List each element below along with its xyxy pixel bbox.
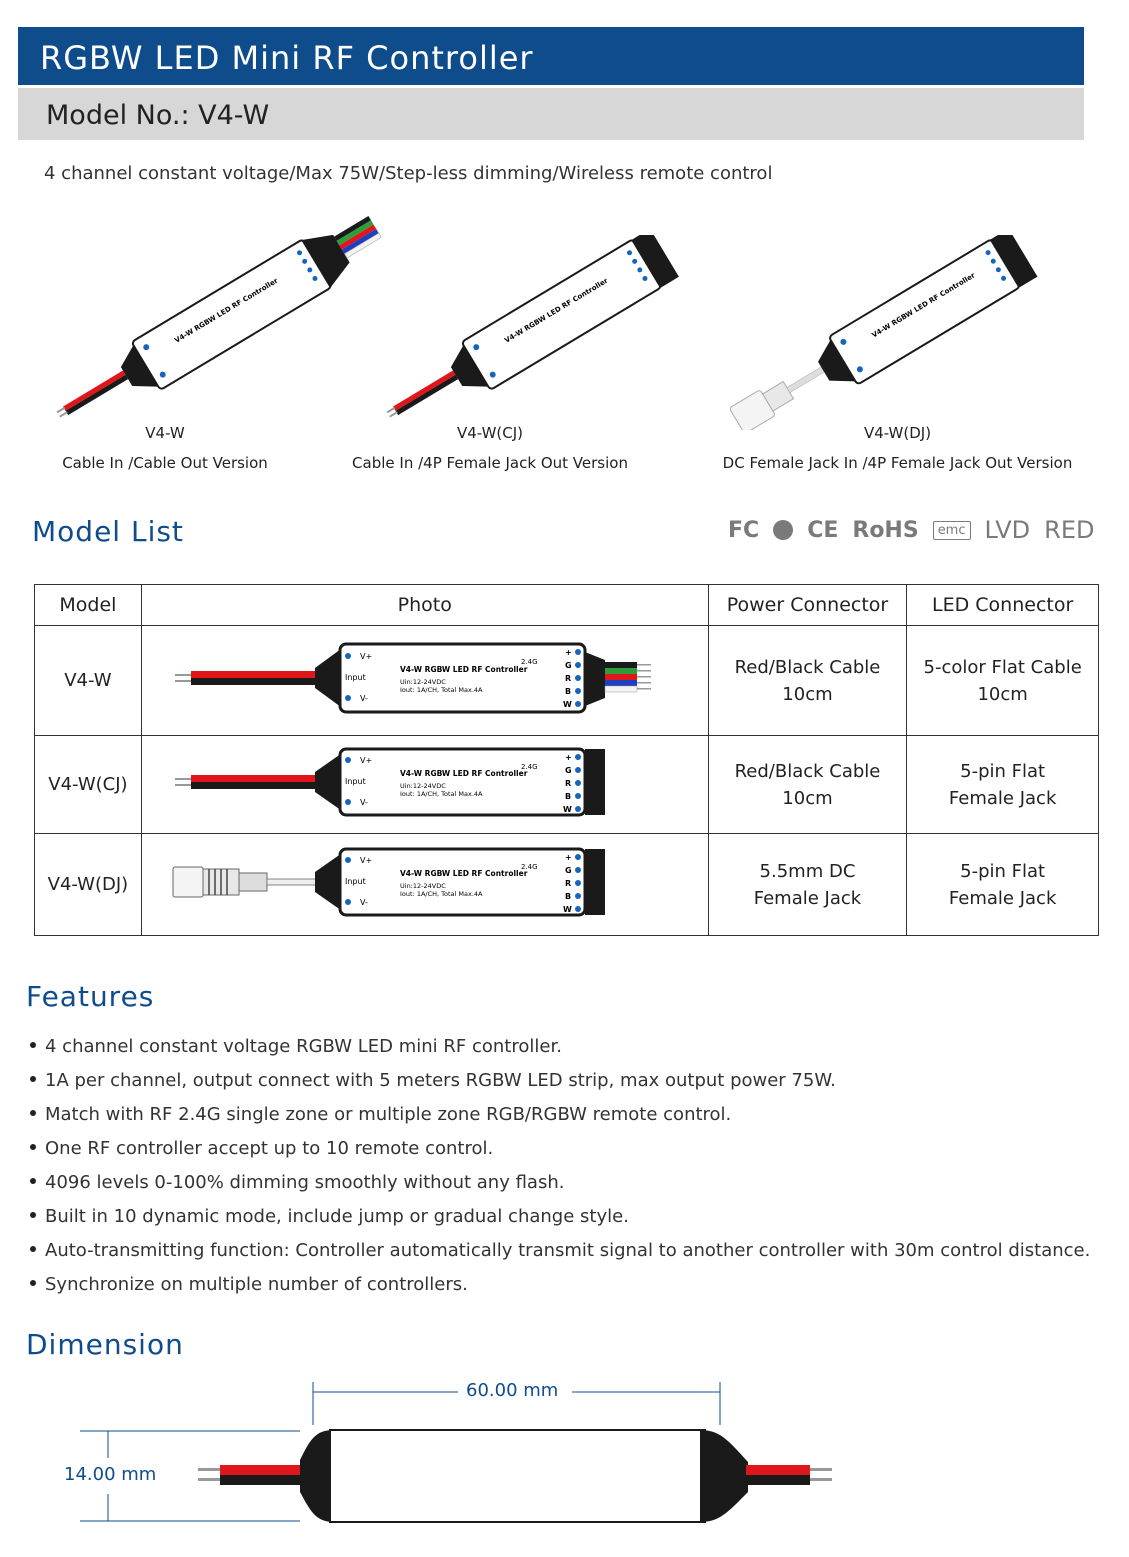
svg-text:V4-W RGBW LED RF Controller: V4-W RGBW LED RF Controller <box>173 276 280 345</box>
input-label: Input <box>344 777 366 786</box>
page-title: RGBW LED Mini RF Controller <box>40 39 534 77</box>
bullet-icon <box>30 1246 36 1252</box>
bullet-icon <box>30 1212 36 1218</box>
dimension-height-label: 14.00 mm <box>60 1464 160 1485</box>
pin-plus: + <box>564 648 572 657</box>
certification-logos <box>728 516 1094 544</box>
led-line-1: 5-pin Flat <box>960 860 1046 882</box>
dimension-drawing <box>0 1370 1129 1557</box>
photo-v4w-cj <box>165 745 685 819</box>
red-logo: RED <box>1044 516 1095 544</box>
device-name-label: V4-W RGBW LED RF Controller <box>399 665 528 674</box>
led-line-2: Female Jack <box>948 887 1057 909</box>
list-item <box>30 1271 1090 1305</box>
power-line-1: Red/Black Cable <box>734 656 881 678</box>
product-photo-v4w-dj <box>725 235 1045 430</box>
caption-v4w <box>30 418 300 478</box>
c-tick-logo <box>773 520 793 540</box>
pin-r: R <box>564 879 571 888</box>
cell-power <box>708 626 907 736</box>
pin-r: R <box>564 779 571 788</box>
caption-v4w-cj <box>340 418 640 478</box>
cell-power <box>708 834 907 936</box>
feature-text: 4096 levels 0-100% dimming smoothly without any flash. <box>45 1172 565 1193</box>
feature-text: Auto-transmitting function: Controller automatically transmit signal to another controller with 30m control distance. <box>45 1240 1091 1261</box>
pin-w: W <box>562 805 572 814</box>
ce-logo: CE <box>807 517 839 543</box>
list-item <box>30 1135 1090 1169</box>
vplus-label: V+ <box>359 652 372 661</box>
freq-label: 2.4G <box>520 863 538 871</box>
svg-text:V4-W RGBW LED RF Controller: V4-W RGBW LED RF Controller <box>503 276 610 345</box>
lvd-logo: LVD <box>984 516 1031 544</box>
power-line-2: Female Jack <box>753 887 862 909</box>
freq-label: 2.4G <box>520 763 538 771</box>
list-item <box>30 1203 1090 1237</box>
list-item <box>30 1033 1090 1067</box>
list-item <box>30 1169 1090 1203</box>
photo-v4w-dj <box>165 845 685 919</box>
table-row <box>35 736 1099 834</box>
vplus-label: V+ <box>359 756 372 765</box>
pin-w: W <box>562 905 572 914</box>
header-photo: Photo <box>141 585 708 626</box>
model-number: Model No.: V4-W <box>46 100 270 131</box>
power-line-2: 10cm <box>782 683 833 705</box>
uin-label: Uin:12-24VDC <box>399 882 446 890</box>
rohs-logo: RoHS <box>852 517 919 543</box>
feature-text: Built in 10 dynamic mode, include jump or gradual change style. <box>45 1206 629 1227</box>
vminus-label: V- <box>359 694 368 703</box>
power-line-1: 5.5mm DC <box>759 860 856 882</box>
pin-w: W <box>562 700 572 709</box>
feature-text: Synchronize on multiple number of controllers. <box>45 1274 468 1295</box>
photo-v4w-flat <box>165 638 685 718</box>
feature-text: 4 channel constant voltage RGBW LED mini RF controller. <box>45 1036 562 1057</box>
product-photo-v4w-cj <box>385 235 685 425</box>
input-label: Input <box>344 877 366 886</box>
led-line-1: 5-pin Flat <box>960 760 1046 782</box>
pin-plus: + <box>564 853 572 862</box>
model-list-title: Model List <box>32 515 184 548</box>
bullet-icon <box>30 1178 36 1184</box>
feature-text: 1A per channel, output connect with 5 meters RGBW LED strip, max output power 75W. <box>45 1070 836 1091</box>
pin-b: B <box>564 687 571 696</box>
uin-label: Uin:12-24VDC <box>399 782 446 790</box>
iout-label: Iout: 1A/CH, Total Max.4A <box>399 890 483 898</box>
caption-description: DC Female Jack In /4P Female Jack Out Version <box>722 454 1073 472</box>
power-line-1: Red/Black Cable <box>734 760 881 782</box>
model-table <box>34 584 1099 936</box>
bullet-icon <box>30 1144 36 1150</box>
bullet-icon <box>30 1110 36 1116</box>
cell-photo <box>141 626 708 736</box>
device-name-label: V4-W RGBW LED RF Controller <box>399 769 528 778</box>
features-list <box>30 1033 1090 1305</box>
header-power-connector: Power Connector <box>708 585 907 626</box>
emc-logo: emc <box>933 521 971 540</box>
caption-description: Cable In /4P Female Jack Out Version <box>352 454 628 472</box>
cell-model: V4-W(CJ) <box>35 736 142 834</box>
title-banner <box>18 27 1084 85</box>
table-row <box>35 834 1099 936</box>
features-title: Features <box>26 980 155 1013</box>
feature-text: Match with RF 2.4G single zone or multiple zone RGB/RGBW remote control. <box>45 1104 732 1125</box>
pin-g: G <box>564 766 572 775</box>
input-label: Input <box>344 673 366 682</box>
cell-led <box>907 736 1099 834</box>
dimension-length-label: 60.00 mm <box>462 1380 562 1401</box>
table-header-row <box>35 585 1099 626</box>
list-item <box>30 1101 1090 1135</box>
led-line-1: 5-color Flat Cable <box>923 656 1082 678</box>
uin-label: Uin:12-24VDC <box>399 678 446 686</box>
fcc-logo: FC <box>728 517 760 543</box>
bullet-icon <box>30 1042 36 1048</box>
list-item <box>30 1067 1090 1101</box>
led-line-2: Female Jack <box>948 787 1057 809</box>
cell-led <box>907 834 1099 936</box>
pin-r: R <box>564 674 571 683</box>
cell-model: V4-W <box>35 626 142 736</box>
iout-label: Iout: 1A/CH, Total Max.4A <box>399 790 483 798</box>
cell-power <box>708 736 907 834</box>
cell-model: V4-W(DJ) <box>35 834 142 936</box>
cell-photo <box>141 736 708 834</box>
table-row <box>35 626 1099 736</box>
bullet-icon <box>30 1076 36 1082</box>
vplus-label: V+ <box>359 856 372 865</box>
vminus-label: V- <box>359 798 368 807</box>
list-item <box>30 1237 1090 1271</box>
pin-b: B <box>564 792 571 801</box>
cell-led <box>907 626 1099 736</box>
svg-text:V4-W RGBW LED RF Controller: V4-W RGBW LED RF Controller <box>870 271 977 340</box>
power-line-2: 10cm <box>782 787 833 809</box>
caption-model: V4-W(CJ) <box>456 424 524 442</box>
iout-label: Iout: 1A/CH, Total Max.4A <box>399 686 483 694</box>
pin-g: G <box>564 661 572 670</box>
freq-label: 2.4G <box>520 658 538 666</box>
device-name-label: V4-W RGBW LED RF Controller <box>399 869 528 878</box>
pin-b: B <box>564 892 571 901</box>
pin-plus: + <box>564 753 572 762</box>
header-led-connector: LED Connector <box>907 585 1099 626</box>
dimension-title: Dimension <box>26 1328 184 1361</box>
header-model: Model <box>35 585 142 626</box>
model-banner <box>18 88 1084 140</box>
tagline: 4 channel constant voltage/Max 75W/Step-less dimming/Wireless remote control <box>44 163 773 184</box>
feature-text: One RF controller accept up to 10 remote control. <box>45 1138 494 1159</box>
caption-v4w-dj <box>720 418 1075 478</box>
product-photo-v4w <box>55 200 425 425</box>
caption-model: V4-W(DJ) <box>863 424 932 442</box>
bullet-icon <box>30 1280 36 1286</box>
caption-description: Cable In /Cable Out Version <box>62 454 268 472</box>
led-line-2: 10cm <box>977 683 1028 705</box>
cell-photo <box>141 834 708 936</box>
vminus-label: V- <box>359 898 368 907</box>
pin-g: G <box>564 866 572 875</box>
caption-model: V4-W <box>145 424 185 442</box>
